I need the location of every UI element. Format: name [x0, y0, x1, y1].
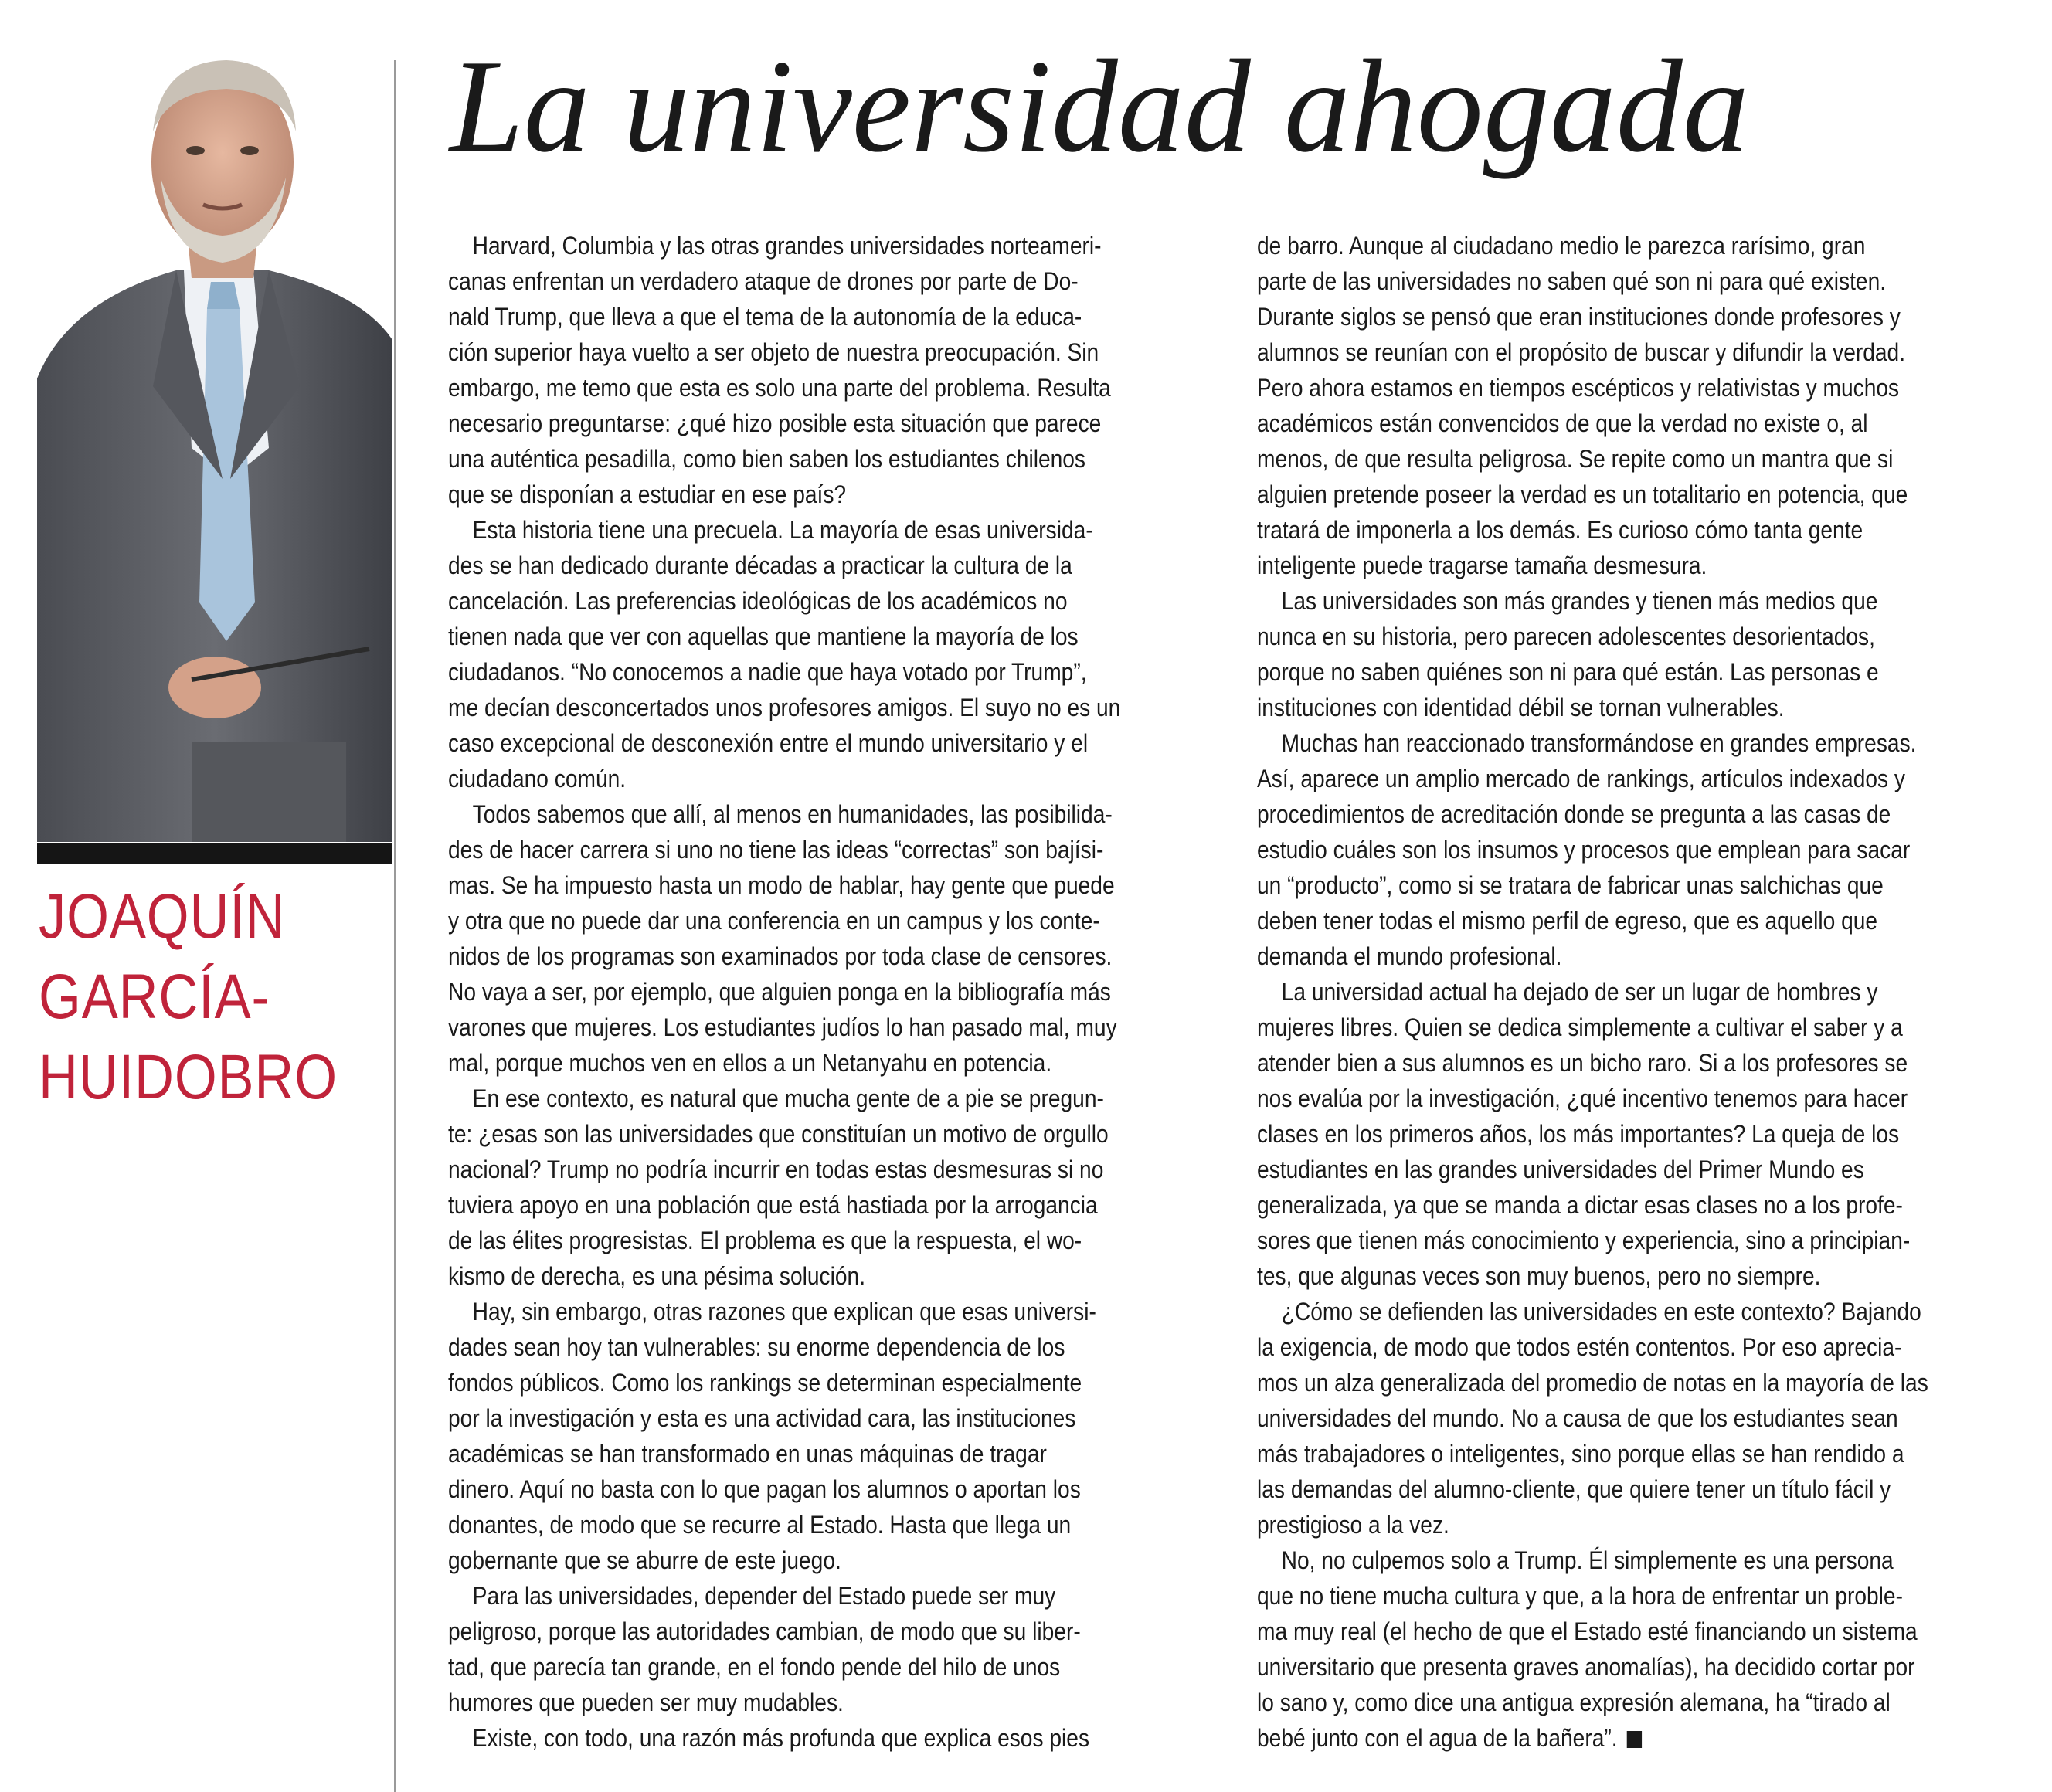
text-line [1257, 1223, 1911, 1258]
text-line-content: de las élites progresistas. El problema es que la respuesta, el wo- [448, 1227, 1082, 1254]
text-line [448, 299, 1091, 334]
text-line-content: por la investigación y esta es una actividad cara, las instituciones [448, 1404, 1076, 1432]
text-line-content: La universidad actual ha dejado de ser un lugar de hombres y [1281, 978, 1878, 1006]
text-line [448, 654, 1091, 690]
end-mark-icon [1627, 1731, 1642, 1748]
text-line-content: más trabajadores o inteligentes, sino porque ellas se han rendido a [1257, 1440, 1904, 1468]
text-line-content: Harvard, Columbia y las otras grandes universidades norteameri- [472, 232, 1102, 260]
headline: La universidad ahogada [450, 33, 1749, 180]
text-line [1257, 1152, 1900, 1187]
text-line-content: nidos de los programas son examinados por toda clase de censores. [448, 942, 1113, 970]
author-name-line-1: JOAQUÍN [39, 881, 286, 952]
text-line [1257, 1507, 1900, 1543]
text-line-content: tratará de imponerla a los demás. Es curioso cómo tanta gente [1257, 516, 1863, 544]
text-line [1257, 370, 1900, 406]
text-line [1257, 761, 1905, 796]
text-line-content: nos evalúa por la investigación, ¿qué incentivo tenemos para hacer [1257, 1084, 1908, 1112]
text-line [1257, 1187, 1903, 1223]
text-line [448, 1223, 1091, 1258]
text-line-content: alumnos se reunían con el propósito de buscar y difundir la verdad. [1257, 338, 1906, 366]
text-line [1257, 299, 1900, 334]
text-line-content: las demandas del alumno-cliente, que quiere tener un título fácil y [1257, 1475, 1891, 1503]
text-line [1257, 867, 1900, 903]
author-name [39, 877, 338, 1118]
text-line-content: académicas se han transformado en unas máquinas de tragar [448, 1440, 1047, 1468]
text-line [448, 370, 1111, 406]
text-line [1257, 619, 1900, 654]
text-line [1257, 1010, 1903, 1045]
text-line-content: varones que mujeres. Los estudiantes judíos lo han pasado mal, muy [448, 1013, 1117, 1041]
text-line [448, 1329, 1091, 1365]
text-line [1257, 1365, 1928, 1400]
text-line [448, 1614, 1091, 1649]
text-line-content: No vaya a ser, por ejemplo, que alguien ponga en la bibliografía más [448, 978, 1111, 1006]
text-line [448, 1685, 1091, 1720]
text-line [448, 1578, 1091, 1614]
text-line-content: que no tiene mucha cultura y que, a la hora de enfrentar un proble- [1257, 1582, 1903, 1610]
text-line-content: tuviera apoyo en una población que está hastiada por la arrogancia [448, 1191, 1098, 1219]
text-line [1257, 1081, 1908, 1116]
text-line-content: porque no saben quiénes son ni para qué están. Las personas e [1257, 658, 1879, 686]
text-line-content: caso excepcional de desconexión entre el mundo universitario y el [448, 729, 1089, 757]
text-line-content: estudio cuáles son los insumos y procesos que emplean para sacar [1257, 836, 1911, 864]
text-line [1257, 334, 1906, 370]
text-line [1257, 1578, 1903, 1614]
text-line [1257, 1400, 1900, 1436]
text-line-content: Esta historia tiene una precuela. La mayoría de esas universida- [472, 516, 1093, 544]
text-line-content: académicos están convencidos de que la verdad no existe o, al [1257, 409, 1868, 437]
text-line [1257, 1329, 1900, 1365]
text-line [1257, 1649, 1915, 1685]
text-line-content: y otra que no puede dar una conferencia en un campus y los conte- [448, 907, 1100, 935]
author-name-line-3: HUIDOBRO [39, 1042, 338, 1112]
text-line-content: embargo, me temo que esta es solo una parte del problema. Resulta [448, 374, 1111, 402]
text-line-content: inteligente puede tragarse tamaña desmesura. [1257, 552, 1707, 579]
text-line-content: generalizada, ya que se manda a dictar esas clases no a los profe- [1257, 1191, 1903, 1219]
text-line-content: gobernante que se aburre de este juego. [448, 1546, 841, 1574]
text-line [448, 796, 1113, 832]
text-line [1257, 974, 1900, 1010]
text-line-content: Muchas han reaccionado transformándose en grandes empresas. [1281, 729, 1917, 757]
text-line [1257, 832, 1911, 867]
text-line [448, 761, 1091, 796]
text-line [448, 1649, 1091, 1685]
text-line-content: alguien pretende poseer la verdad es un totalitario en potencia, que [1257, 480, 1908, 508]
article-column-left [448, 228, 1178, 1756]
text-line [448, 228, 1102, 263]
text-line [448, 1010, 1117, 1045]
text-line [448, 690, 1121, 725]
text-line [1257, 1685, 1900, 1720]
text-line [448, 1436, 1091, 1471]
text-line-content: bebé junto con el agua de la bañera”. [1257, 1724, 1618, 1752]
text-line [1257, 903, 1900, 938]
text-line-content: canas enfrentan un verdadero ataque de drones por parte de Do- [448, 267, 1079, 295]
text-line [448, 974, 1111, 1010]
text-line-content: Durante siglos se pensó que eran instituciones donde profesores y [1257, 303, 1901, 331]
text-line-content: des de hacer carrera si uno no tiene las ideas “correctas” son bajísi- [448, 836, 1104, 864]
text-line [1257, 1116, 1900, 1152]
text-line [448, 263, 1091, 299]
text-line [448, 1294, 1096, 1329]
text-line [448, 867, 1115, 903]
text-line-content: clases en los primeros años, los más importantes? La queja de los [1257, 1120, 1900, 1148]
text-line [448, 938, 1113, 974]
text-line [448, 1471, 1091, 1507]
text-line [1257, 1543, 1900, 1578]
text-line [448, 334, 1099, 370]
text-line-content: ción superior haya vuelto a ser objeto de nuestra preocupación. Sin [448, 338, 1099, 366]
text-line-content: tes, que algunas veces son muy buenos, pero no siempre. [1257, 1262, 1821, 1290]
author-name-line-2: GARCÍA- [39, 962, 270, 1032]
text-line-content: En ese contexto, es natural que mucha gente de a pie se pregun- [472, 1084, 1104, 1112]
text-line-content: ma muy real (el hecho de que el Estado esté financiando un sistema [1257, 1617, 1918, 1645]
text-line-content: la exigencia, de modo que todos estén contentos. Por eso aprecia- [1257, 1333, 1902, 1361]
text-line-content: que se disponían a estudiar en ese país? [448, 480, 847, 508]
text-line [1257, 263, 1900, 299]
text-line [448, 512, 1091, 548]
text-line [1257, 228, 1900, 263]
author-bar [37, 843, 392, 864]
text-line-content: deben tener todas el mismo perfil de egreso, que es aquello que [1257, 907, 1878, 935]
text-line-content: parte de las universidades no saben qué son ni para qué existen. [1257, 267, 1887, 295]
text-line [1257, 1720, 1900, 1756]
text-line-content: dinero. Aquí no basta con lo que pagan los alumnos o aportan los [448, 1475, 1081, 1503]
text-line-content: humores que pueden ser muy mudables. [448, 1688, 844, 1716]
text-line-content: Para las universidades, depender del Estado puede ser muy [472, 1582, 1056, 1610]
text-line [448, 1365, 1091, 1400]
text-line-content: mal, porque muchos ven en ellos a un Netanyahu en potencia. [448, 1049, 1052, 1077]
text-line-content: donantes, de modo que se recurre al Estado. Hasta que llega un [448, 1511, 1072, 1539]
text-line-content: des se han dedicado durante décadas a practicar la cultura de la [448, 552, 1072, 579]
text-line [1257, 690, 1900, 725]
text-line [1257, 796, 1900, 832]
text-line-content: Hay, sin embargo, otras razones que explican que esas universi- [472, 1298, 1096, 1325]
text-line-content: nald Trump, que lleva a que el tema de la autonomía de la educa- [448, 303, 1082, 331]
text-line-content: kismo de derecha, es una pésima solución. [448, 1262, 866, 1290]
text-line [448, 1507, 1091, 1543]
text-line-content: universitario que presenta graves anomalías), ha decidido cortar por [1257, 1653, 1915, 1681]
text-line [448, 583, 1091, 619]
text-line-content: fondos públicos. Como los rankings se determinan especialmente [448, 1369, 1082, 1397]
text-line [1257, 548, 1900, 583]
text-line-content: demanda el mundo profesional. [1257, 942, 1562, 970]
text-line-content: estudiantes en las grandes universidades del Primer Mundo es [1257, 1156, 1864, 1183]
text-line-content: menos, de que resulta peligrosa. Se repite como un mantra que si [1257, 445, 1894, 473]
text-line-content: Existe, con todo, una razón más profunda que explica esos pies [472, 1724, 1090, 1752]
text-line [1257, 512, 1900, 548]
text-line-content: dades sean hoy tan vulnerables: su enorme dependencia de los [448, 1333, 1065, 1361]
text-line [448, 1258, 1091, 1294]
text-line [1257, 441, 1900, 477]
text-line [448, 1720, 1091, 1756]
text-line [1257, 1294, 1921, 1329]
text-line-content: mas. Se ha impuesto hasta un modo de hablar, hay gente que puede [448, 871, 1115, 899]
text-line-content: mos un alza generalizada del promedio de notas en la mayoría de las [1257, 1369, 1928, 1397]
text-line [1257, 583, 1900, 619]
text-line [448, 1543, 1091, 1578]
text-line [448, 619, 1091, 654]
text-line-content: sores que tienen más conocimiento y experiencia, sino a principian- [1257, 1227, 1911, 1254]
text-line-content: prestigioso a la vez. [1257, 1511, 1449, 1539]
article-column-right [1257, 228, 1987, 1756]
text-line [448, 477, 1091, 512]
text-line [448, 1045, 1091, 1081]
text-line [448, 548, 1091, 583]
text-line [448, 832, 1104, 867]
text-line-content: te: ¿esas son las universidades que constituían un motivo de orgullo [448, 1120, 1109, 1148]
text-line-content: nacional? Trump no podría incurrir en todas estas desmesuras si no [448, 1156, 1104, 1183]
text-line-content: Todos sabemos que allí, al menos en humanidades, las posibilida- [472, 800, 1113, 828]
text-line [448, 1400, 1091, 1436]
author-portrait-icon [37, 46, 392, 842]
text-line [448, 1152, 1104, 1187]
text-line-content: mujeres libres. Quien se dedica simplemente a cultivar el saber y a [1257, 1013, 1903, 1041]
text-line-content: me decían desconcertados unos profesores amigos. El suyo no es un [448, 694, 1121, 721]
text-line [1257, 1471, 1900, 1507]
text-line-content: universidades del mundo. No a causa de que los estudiantes sean [1257, 1404, 1898, 1432]
column-divider [394, 60, 396, 1792]
text-line-content: tienen nada que ver con aquellas que mantiene la mayoría de los [448, 623, 1079, 650]
text-line-content: de barro. Aunque al ciudadano medio le parezca rarísimo, gran [1257, 232, 1866, 260]
text-line-content: instituciones con identidad débil se tornan vulnerables. [1257, 694, 1785, 721]
text-line [1257, 406, 1900, 441]
text-line [1257, 1436, 1904, 1471]
text-line-content: ciudadanos. “No conocemos a nadie que haya votado por Trump”, [448, 658, 1087, 686]
text-line-content: tad, que parecía tan grande, en el fondo pende del hilo de unos [448, 1653, 1061, 1681]
text-line [1257, 938, 1900, 974]
text-line [1257, 654, 1900, 690]
text-line [1257, 725, 1917, 761]
text-line [1257, 1258, 1900, 1294]
text-line-content: peligroso, porque las autoridades cambian, de modo que su liber- [448, 1617, 1081, 1645]
text-line [448, 1116, 1109, 1152]
text-line [448, 1187, 1098, 1223]
text-line [448, 1081, 1104, 1116]
text-line-content: atender bien a sus alumnos es un bicho raro. Si a los profesores se [1257, 1049, 1908, 1077]
text-line-content: ¿Cómo se defienden las universidades en este contexto? Bajando [1281, 1298, 1921, 1325]
text-line-content: un “producto”, como si se tratara de fabricar unas salchichas que [1257, 871, 1884, 899]
text-line-content: ciudadano común. [448, 765, 627, 792]
text-line [1257, 1045, 1908, 1081]
text-line [448, 903, 1100, 938]
text-line-content: cancelación. Las preferencias ideológicas de los académicos no [448, 587, 1068, 615]
text-line-content: nunca en su historia, pero parecen adolescentes desorientados, [1257, 623, 1875, 650]
text-line-content: Pero ahora estamos en tiempos escépticos y relativistas y muchos [1257, 374, 1900, 402]
text-line [1257, 1614, 1918, 1649]
text-line-content: lo sano y, como dice una antigua expresión alemana, ha “tirado al [1257, 1688, 1891, 1716]
text-line [448, 441, 1091, 477]
text-line-content: No, no culpemos solo a Trump. Él simplemente es una persona [1281, 1546, 1894, 1574]
text-line-content: Las universidades son más grandes y tienen más medios que [1281, 587, 1878, 615]
text-line [448, 406, 1102, 441]
text-line [1257, 477, 1908, 512]
author-portrait [37, 46, 392, 842]
text-line-content: Así, aparece un amplio mercado de rankings, artículos indexados y [1257, 765, 1905, 792]
text-line-content: una auténtica pesadilla, como bien saben los estudiantes chilenos [448, 445, 1086, 473]
text-line-content: necesario preguntarse: ¿qué hizo posible esta situación que parece [448, 409, 1102, 437]
text-line-content: procedimientos de acreditación donde se pregunta a las casas de [1257, 800, 1891, 828]
text-line [448, 725, 1091, 761]
